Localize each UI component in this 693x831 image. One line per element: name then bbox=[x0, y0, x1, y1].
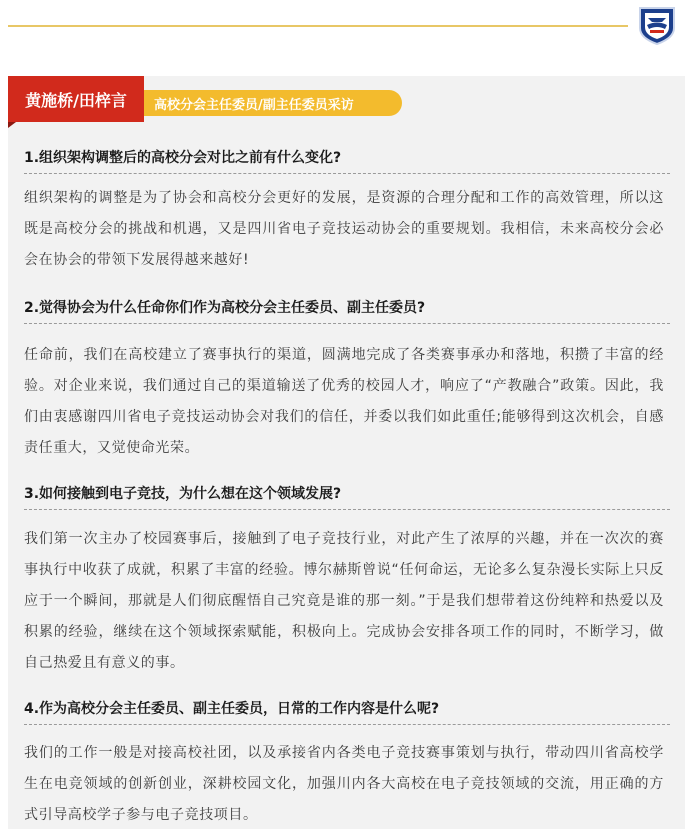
answer-1: 组织架构的调整是为了协会和高校分会更好的发展，是资源的合理分配和工作的高效管理，所以这既是高校分会的挑战和机遇，又是四川省电子竞技运动协会的重要规划。我相信，未来高校分会必会在协会的带领下发展得越来越好! bbox=[24, 190, 664, 268]
answer-4: 我们的工作一般是对接高校社团，以及承接省内各类电子竞技赛事策划与执行，带动四川省高校学生在电竞领域的创新创业，深耕校园文化，加强川内各大高校在电子竞技领域的交流，用正确的方式引导高校学子参与电子竞技项目。 bbox=[24, 745, 664, 823]
question-divider bbox=[24, 323, 670, 324]
question-4: 4.作为高校分会主任委员、副主任委员，日常的工作内容是什么呢? bbox=[24, 701, 440, 717]
question-divider bbox=[24, 173, 670, 174]
answer-2: 任命前，我们在高校建立了赛事执行的渠道，圆满地完成了各类赛事承办和落地，积攒了丰富的经验。对企业来说，我们通过自己的渠道输送了优秀的校园人才，响应了“产教融合”政策。因此，我们由衷感谢四川省电子竞技运动协会对我们的信任，并委以我们如此重任;能够得到这次机会，自感责任重大，又觉使命光荣。 bbox=[24, 347, 664, 456]
answer-3: 我们第一次主办了校园赛事后，接触到了电子竞技行业，对此产生了浓厚的兴趣，并在一次次的赛事执行中收获了成就，积累了丰富的经验。博尔赫斯曾说“任何命运，无论多么复杂漫长实际上只反应于一个瞬间，那就是人们彻底醒悟自己究竟是谁的那一刻。”于是我们想带着这份纯粹和热爱以及积累的经验，继续在这个领域探索赋能，积极向上。完成协会安排各项工作的同时，不断学习，做自己热爱且有意义的事。 bbox=[24, 531, 664, 671]
question-divider bbox=[24, 509, 670, 510]
shield-emblem-icon bbox=[636, 4, 678, 46]
interviewee-names: 黄施桥/田梓言 bbox=[8, 76, 144, 122]
question-divider bbox=[24, 724, 670, 725]
interview-subtitle: 高校分会主任委员/副主任委员采访 bbox=[144, 90, 402, 116]
question-3: 3.如何接触到电子竞技，为什么想在这个领域发展? bbox=[24, 486, 342, 502]
header-accent-line bbox=[8, 25, 628, 27]
question-1: 1.组织架构调整后的高校分会对比之前有什么变化? bbox=[24, 150, 342, 166]
question-2: 2.觉得协会为什么任命你们作为高校分会主任委员、副主任委员? bbox=[24, 300, 426, 316]
